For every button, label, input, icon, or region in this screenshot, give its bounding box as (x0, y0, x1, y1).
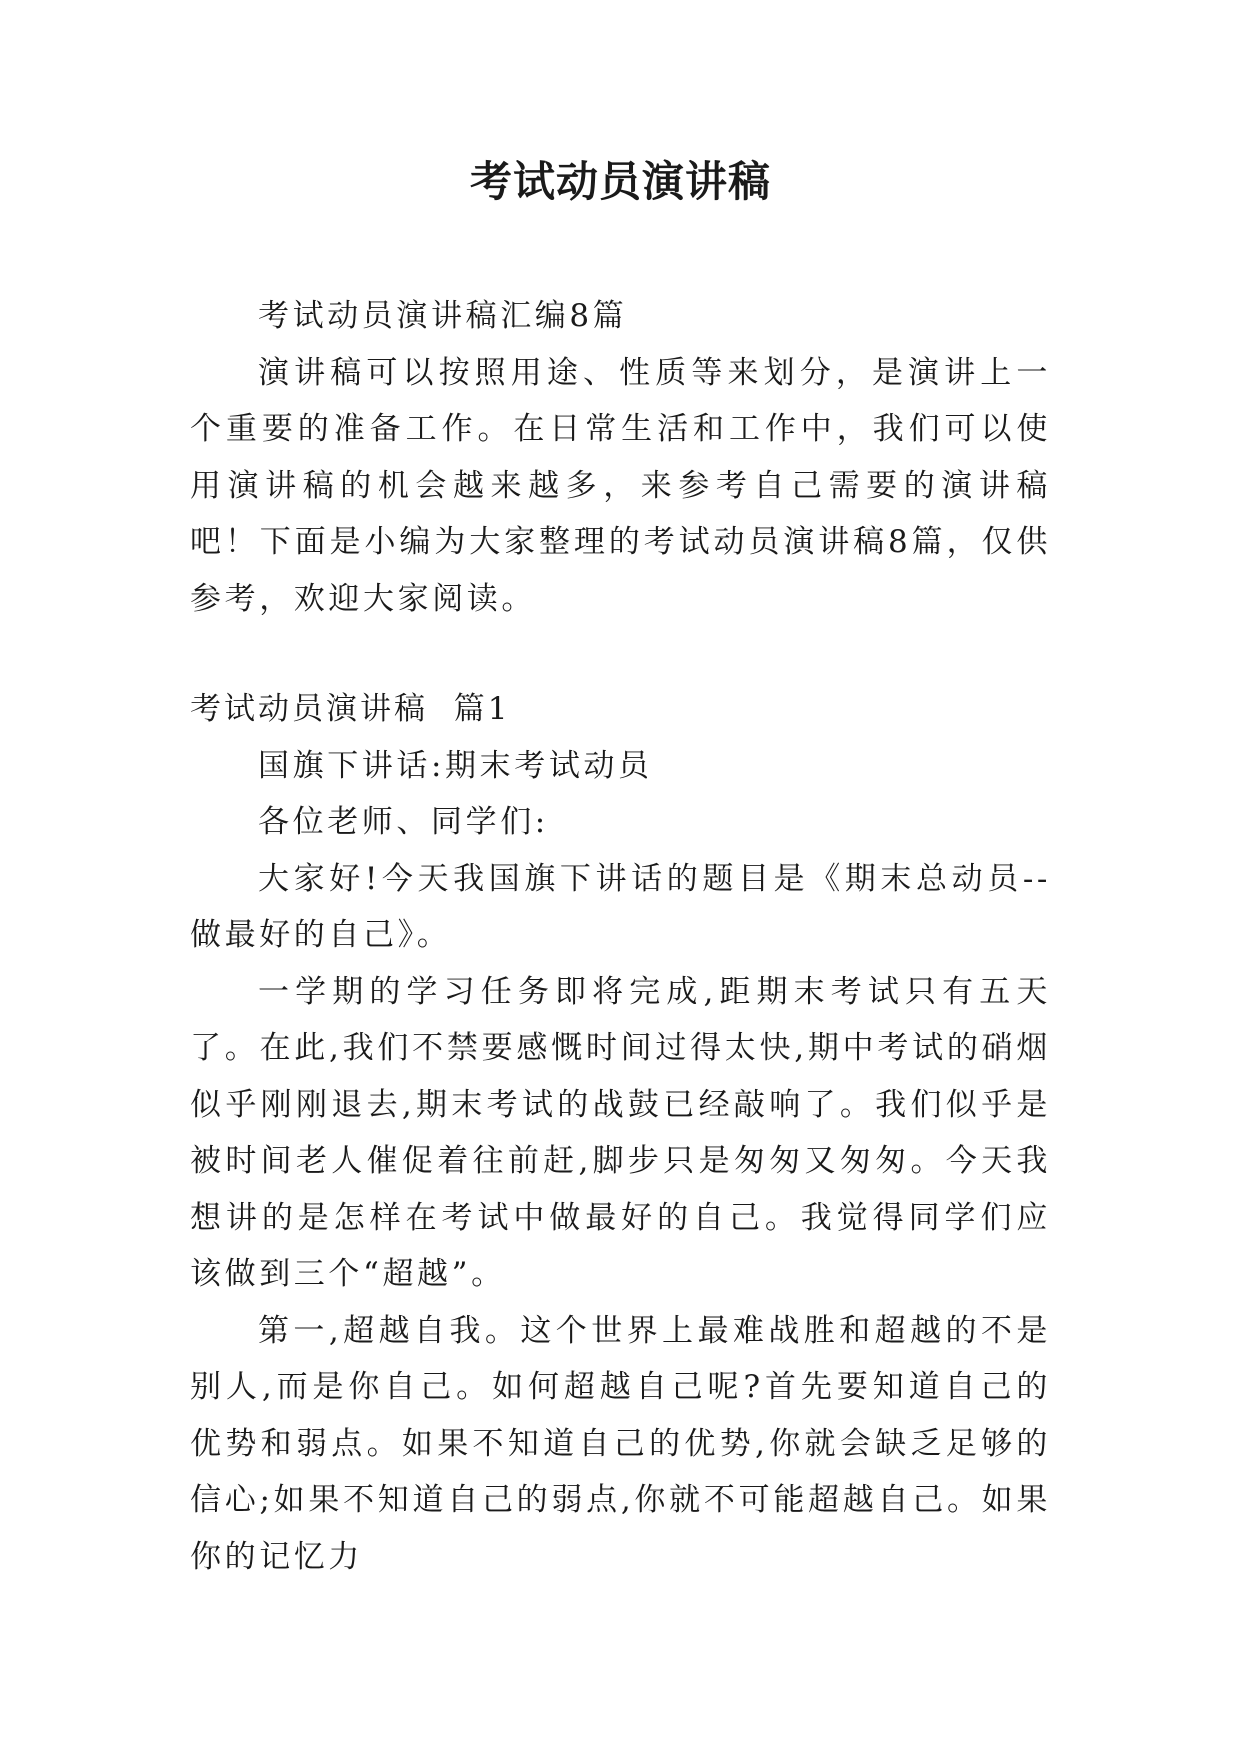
section-paragraph: 第一,超越自我。这个世界上最难战胜和超越的不是别人,而是你自己。如何超越自己呢?首先要知道自己的优势和弱点。如果不知道自己的优势,你就会缺乏足够的信心;如果不知道自己的弱点,你就不可能超越自己。如果你的记忆力 (190, 1312, 1051, 1575)
document-body (190, 288, 1051, 1585)
section-paragraph: 大家好!今天我国旗下讲话的题目是《期末总动员--做最好的自己》。 (190, 860, 1051, 953)
section-paragraph: 一学期的学习任务即将完成,距期末考试只有五天了。在此,我们不禁要感慨时间过得太快,期中考试的硝烟似乎刚刚退去,期末考试的战鼓已经敲响了。我们似乎是被时间老人催促着往前赶,脚步只是匆匆又匆匆。今天我想讲的是怎样在考试中做最好的自己。我觉得同学们应该做到三个“超越”。 (190, 973, 1051, 1292)
document-title: 考试动员演讲稿 (469, 157, 771, 206)
intro-heading: 考试动员演讲稿汇编8篇 (258, 298, 628, 334)
intro-paragraph: 演讲稿可以按照用途、性质等来划分，是演讲上一个重要的准备工作。在日常生活和工作中，我们可以使用演讲稿的机会越来越多，来参考自己需要的演讲稿吧！下面是小编为大家整理的考试动员演讲稿8篇，仅供参考，欢迎大家阅读。 (190, 354, 1051, 617)
section-paragraph: 各位老师、同学们: (258, 804, 549, 840)
section-heading: 考试动员演讲稿 篇1 (190, 691, 511, 727)
section-paragraph: 国旗下讲话:期末考试动员 (258, 747, 653, 784)
